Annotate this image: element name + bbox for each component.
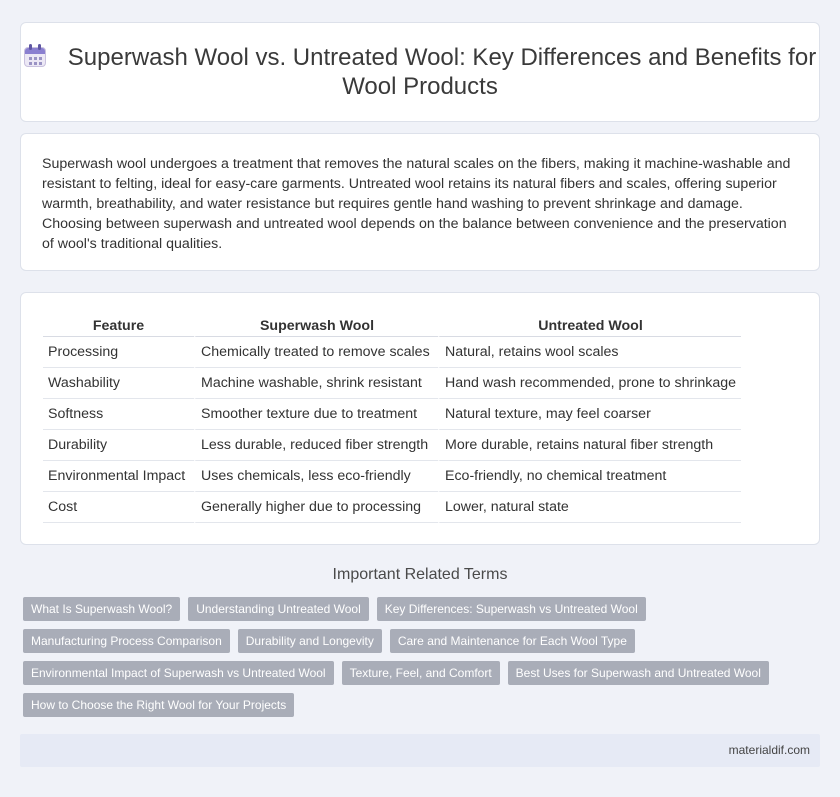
related-tag[interactable]: Texture, Feel, and Comfort [342,661,500,685]
related-tag[interactable]: How to Choose the Right Wool for Your Projects [23,693,294,717]
table-cell: Uses chemicals, less eco-friendly [194,461,438,492]
table-cell: More durable, retains natural fiber strength [438,430,741,461]
table-cell: Generally higher due to processing [194,492,438,523]
table-header-row [43,315,741,337]
table-cell: Natural, retains wool scales [438,337,741,368]
table-cell: Processing [43,337,194,368]
table-row [43,368,741,399]
table-cell: Eco-friendly, no chemical treatment [438,461,741,492]
related-tag[interactable]: Best Uses for Superwash and Untreated Wool [508,661,769,685]
table-cell: Durability [43,430,194,461]
table-row [43,399,741,430]
related-tag[interactable]: Key Differences: Superwash vs Untreated Wool [377,597,646,621]
table-cell: Washability [43,368,194,399]
related-terms-title: Important Related Terms [332,566,508,583]
calendar-icon [24,44,46,68]
related-tag[interactable]: Environmental Impact of Superwash vs Untreated Wool [23,661,334,685]
table-cell: Lower, natural state [438,492,741,523]
intro-card [20,133,820,271]
table-row [43,461,741,492]
related-terms-list [23,597,823,717]
related-tag[interactable]: Understanding Untreated Wool [188,597,369,621]
table-cell: Chemically treated to remove scales [194,337,438,368]
header-feature: Feature [43,315,194,337]
header-superwash: Superwash Wool [194,315,438,337]
table-cell: Natural texture, may feel coarser [438,399,741,430]
table-row [43,492,741,523]
table-cell: Hand wash recommended, prone to shrinkage [438,368,741,399]
footer-site-link[interactable]: materialdif.com [728,743,810,757]
table-cell: Environmental Impact [43,461,194,492]
table-cell: Smoother texture due to treatment [194,399,438,430]
table-cell: Machine washable, shrink resistant [194,368,438,399]
title-card [20,22,820,122]
table-cell: Less durable, reduced fiber strength [194,430,438,461]
page-title-wrap [21,43,819,101]
related-tag[interactable]: Durability and Longevity [238,629,382,653]
comparison-card [20,292,820,545]
table-row [43,337,741,368]
comparison-table [43,315,741,523]
related-tag[interactable]: Care and Maintenance for Each Wool Type [390,629,635,653]
table-cell: Softness [43,399,194,430]
table-cell: Cost [43,492,194,523]
related-tag[interactable]: What Is Superwash Wool? [23,597,180,621]
footer-bar [20,734,820,767]
table-row [43,430,741,461]
intro-paragraph: Superwash wool undergoes a treatment that removes the natural scales on the fibers, making it machine-washable and resistant to felting, ideal for easy-care garments. Untreated wool retains its natural fibers and scales, offering superior warmth, breathability, and water resistance but requires gentle hand washing to prevent shrinkage and damage. Choosing between superwash and untreated wool depends on the balance between convenience and the preservation of wool's traditional qualities. [42,156,791,252]
header-untreated: Untreated Wool [438,315,741,337]
related-tag[interactable]: Manufacturing Process Comparison [23,629,230,653]
page-title: Superwash Wool vs. Untreated Wool: Key Differences and Benefits for Wool Products [67,44,817,100]
